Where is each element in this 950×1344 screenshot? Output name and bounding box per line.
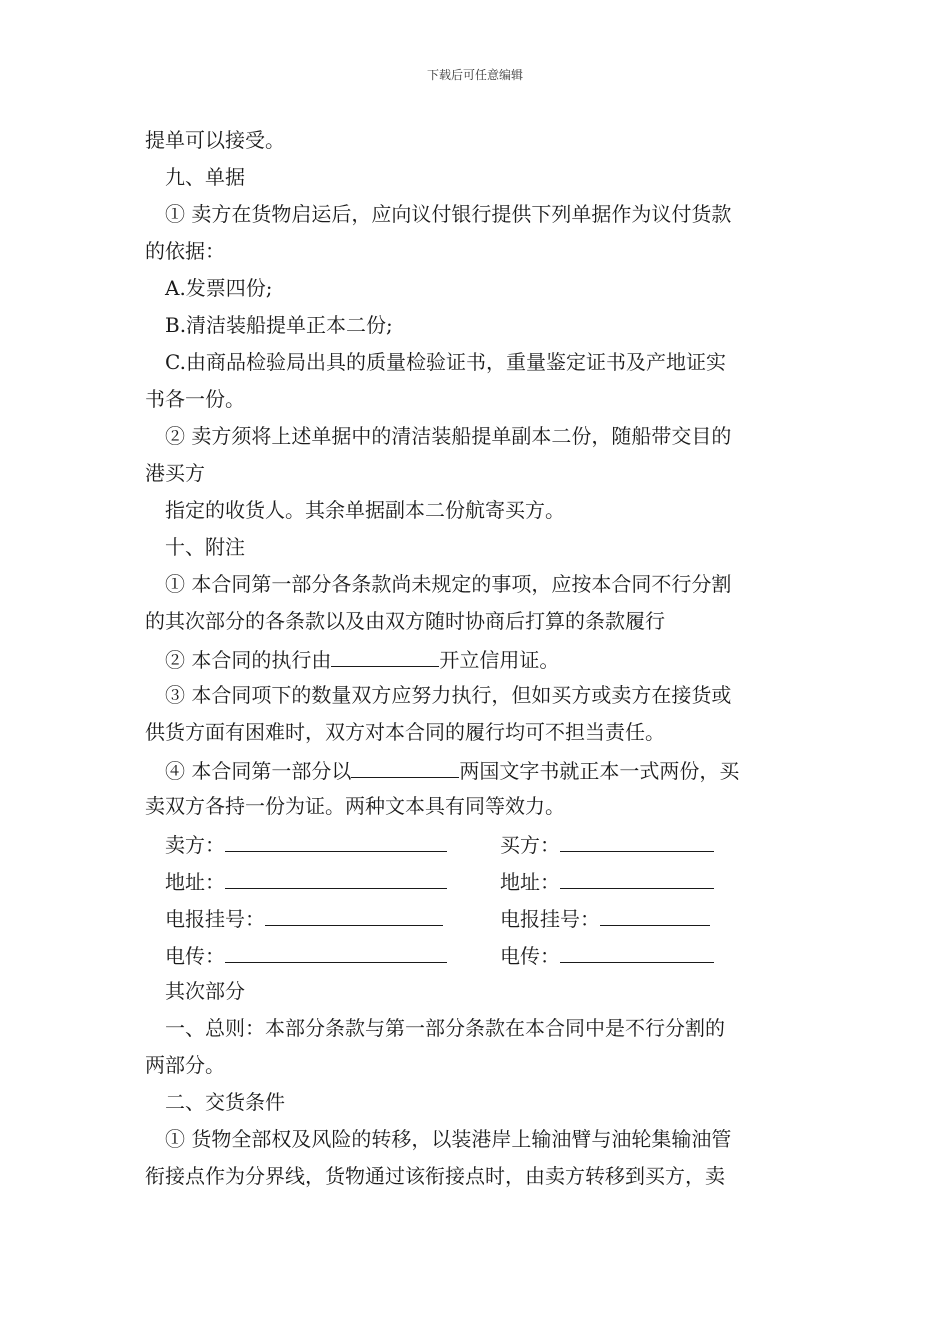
section-heading-9: 九、单据 <box>165 165 245 189</box>
text-line: 卖双方各持一份为证。两种文本具有同等效力。 <box>145 794 565 818</box>
text-line: 一、总则：本部分条款与第一部分条款在本合同中是不行分割的 <box>165 1016 725 1040</box>
list-item: B.清洁装船提单正本二份; <box>165 313 393 337</box>
seller-label: 卖方： <box>165 833 225 857</box>
list-item: C.由商品检验局出具的质量检验证书，重量鉴定证书及产地证实 <box>165 350 726 374</box>
text-line: 供货方面有困难时，双方对本合同的履行均可不担当责任。 <box>145 720 665 744</box>
text-segment: ② 本合同的执行由 <box>165 648 332 672</box>
text-line: ② 卖方须将上述单据中的清洁装船提单副本二份，随船带交目的 <box>165 424 732 448</box>
text-line: 提单可以接受。 <box>145 128 285 152</box>
text-line: ① 本合同第一部分各条款尚未规定的事项，应按本合同不行分割 <box>165 572 732 596</box>
text-line <box>145 751 810 788</box>
text-line: 的依据： <box>145 239 225 263</box>
signature-row-address <box>145 862 810 899</box>
text-segment: 两国文字书就正本一式两份，买 <box>459 759 740 783</box>
signature-row-party <box>145 825 810 862</box>
fill-in-blank <box>331 640 439 667</box>
list-item: A.发票四份; <box>165 276 273 300</box>
seller-address-label: 地址： <box>165 870 225 894</box>
text-line: 书各一份。 <box>145 387 245 411</box>
buyer-address-label: 地址： <box>500 870 560 894</box>
signature-row-cable <box>145 899 810 936</box>
text-line <box>145 640 810 677</box>
text-line: 衔接点作为分界线，货物通过该衔接点时，由卖方转移到买方，卖 <box>145 1164 725 1188</box>
text-line: ① 卖方在货物启运后，应向议付银行提供下列单据作为议付货款 <box>165 202 732 226</box>
page-header: 下载后可任意编辑 <box>426 68 523 82</box>
seller-address-blank <box>225 862 447 889</box>
text-line: 的其次部分的各条款以及由双方随时协商后打算的条款履行 <box>145 609 665 633</box>
seller-telex-label: 电传： <box>165 944 225 968</box>
buyer-telex-blank <box>560 936 714 963</box>
document-body <box>145 122 810 1195</box>
seller-telex-blank <box>225 936 447 963</box>
seller-blank <box>225 825 447 852</box>
text-segment: 开立信用证。 <box>439 648 560 672</box>
text-line: ③ 本合同项下的数量双方应努力执行，但如买方或卖方在接货或 <box>165 683 732 707</box>
text-segment: ④ 本合同第一部分以 <box>165 759 352 783</box>
text-line: ① 货物全部权及风险的转移，以装港岸上输油臂与油轮集输油管 <box>165 1127 732 1151</box>
seller-cable-blank <box>265 899 443 926</box>
section-heading-10: 十、附注 <box>165 535 245 559</box>
buyer-cable-blank <box>600 899 710 926</box>
signature-row-telex <box>145 936 810 973</box>
fill-in-blank <box>351 751 459 778</box>
part-heading: 其次部分 <box>165 979 245 1003</box>
buyer-telex-label: 电传： <box>500 944 560 968</box>
section-heading: 二、交货条件 <box>165 1090 285 1114</box>
text-line: 指定的收货人。其余单据副本二份航寄买方。 <box>165 498 565 522</box>
text-line: 两部分。 <box>145 1053 225 1077</box>
text-line: 港买方 <box>145 461 205 485</box>
buyer-blank <box>560 825 714 852</box>
buyer-label: 买方： <box>500 833 560 857</box>
buyer-address-blank <box>560 862 714 889</box>
seller-cable-label: 电报挂号： <box>165 907 265 931</box>
buyer-cable-label: 电报挂号： <box>500 907 600 931</box>
